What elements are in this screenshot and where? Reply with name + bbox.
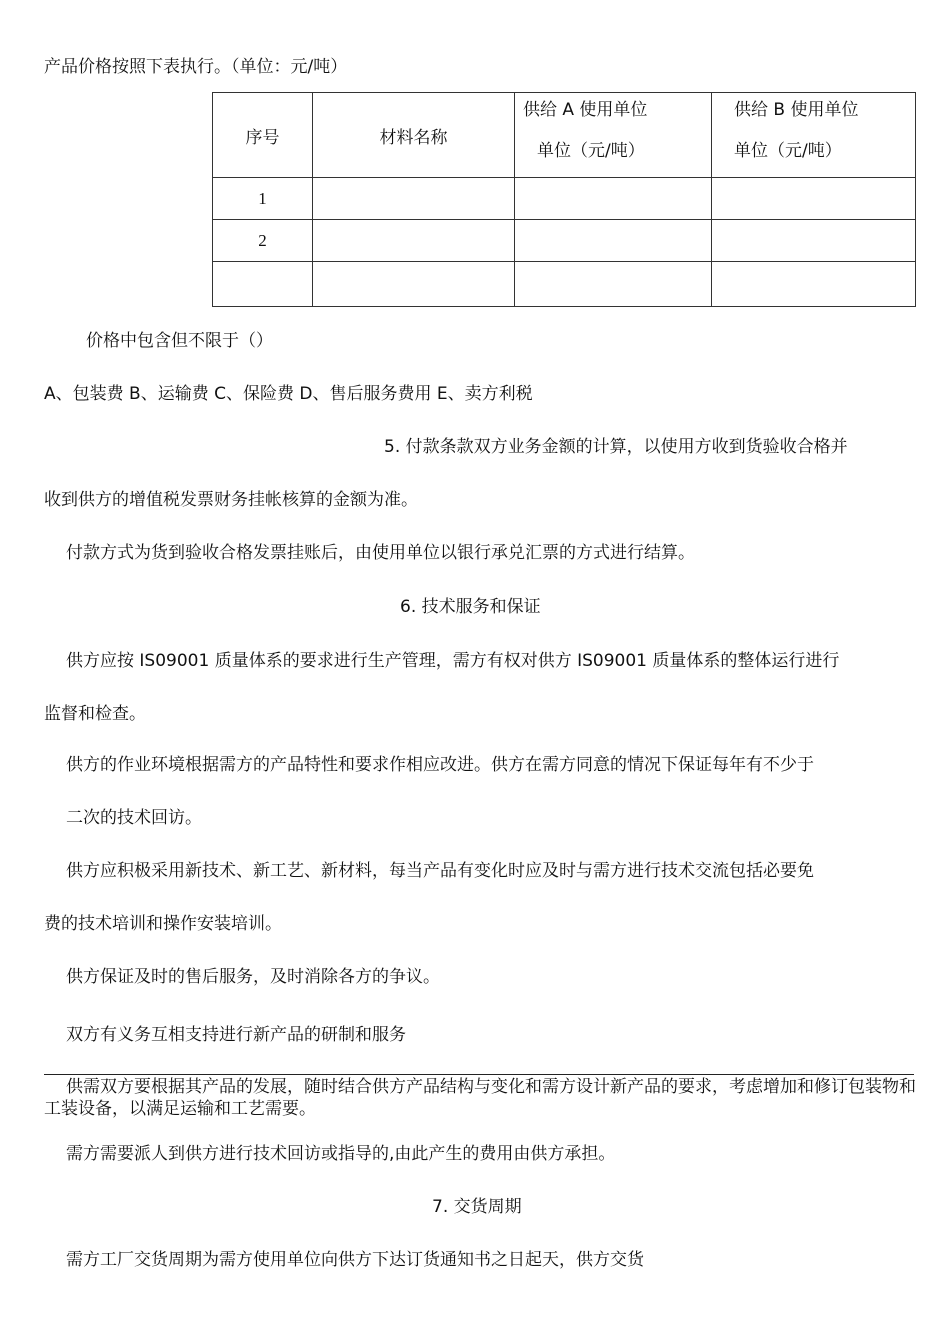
row-price-b [712, 178, 916, 220]
header-seq: 序号 [213, 93, 313, 178]
section-heading-7: 7. 交货周期 [432, 1197, 522, 1217]
header-material-name: 材料名称 [313, 93, 515, 178]
row-price-b [712, 262, 916, 307]
row-name [313, 220, 515, 262]
row-seq: 1 [213, 178, 313, 220]
header-supply-a-line1: 供给 A 使用单位 [523, 100, 648, 120]
paragraph-environment-cont: 二次的技术回访。 [66, 808, 202, 828]
paragraph-new-tech: 供方应积极采用新技术、新工艺、新材料，每当产品有变化时应及时与需方进行技术交流包括必要免 [66, 861, 814, 881]
paragraph-packaging: 供需双方要根据其产品的发展，随时结合供方产品结构与变化和需方设计新产品的要求，考虑增加和修订包装物和工装设备，以满足运输和工艺需要。 [44, 1077, 916, 1119]
row-price-a [515, 178, 712, 220]
table-row [213, 220, 916, 262]
table-row [213, 262, 916, 307]
intro-text: 产品价格按照下表执行。（单位：元/吨） [44, 57, 348, 77]
paragraph-payment-terms: 5. 付款条款双方业务金额的计算，以使用方收到货验收合格并 [384, 437, 848, 457]
row-price-a [515, 262, 712, 307]
header-supply-a-line2: 单位（元/吨） [537, 141, 645, 161]
paragraph-environment: 供方的作业环境根据需方的产品特性和要求作相应改进。供方在需方同意的情况下保证每年有不少于 [66, 755, 814, 775]
paragraph-delivery-cycle: 需方工厂交货周期为需方使用单位向供方下达订货通知书之日起天，供方交货 [66, 1250, 644, 1270]
row-name [313, 178, 515, 220]
paragraph-iso: 供方应按 IS09001 质量体系的要求进行生产管理，需方有权对供方 IS09001 质量体系的整体运行进行 [66, 651, 840, 671]
table-row [213, 178, 916, 220]
row-price-a [515, 220, 712, 262]
paragraph-mutual-support: 双方有义务互相支持进行新产品的研制和服务 [66, 1025, 406, 1045]
price-table [212, 92, 916, 307]
header-supply-b-line2: 单位（元/吨） [734, 141, 842, 161]
paragraph-price-includes: 价格中包含但不限于（） [86, 331, 273, 351]
header-supply-b [712, 93, 916, 178]
header-supply-b-line1: 供给 B 使用单位 [734, 100, 859, 120]
horizontal-rule [44, 1074, 914, 1075]
row-price-b [712, 220, 916, 262]
section-heading-6: 6. 技术服务和保证 [400, 597, 541, 617]
paragraph-after-sales: 供方保证及时的售后服务，及时消除各方的争议。 [66, 967, 440, 987]
paragraph-new-tech-cont: 费的技术培训和操作安装培训。 [44, 914, 282, 934]
header-supply-a [515, 93, 712, 178]
row-seq [213, 262, 313, 307]
row-name [313, 262, 515, 307]
paragraph-iso-cont: 监督和检查。 [44, 704, 146, 724]
paragraph-fee-options: A、包装费 B、运输费 C、保险费 D、售后服务费用 E、卖方利税 [44, 384, 533, 404]
row-seq: 2 [213, 220, 313, 262]
paragraph-payment-terms-cont: 收到供方的增值税发票财务挂帐核算的金额为准。 [44, 490, 418, 510]
paragraph-site-visit-cost: 需方需要派人到供方进行技术回访或指导的,由此产生的费用由供方承担。 [66, 1144, 616, 1164]
table-header-row [213, 93, 916, 178]
paragraph-payment-method: 付款方式为货到验收合格发票挂账后，由使用单位以银行承兑汇票的方式进行结算。 [66, 543, 695, 563]
